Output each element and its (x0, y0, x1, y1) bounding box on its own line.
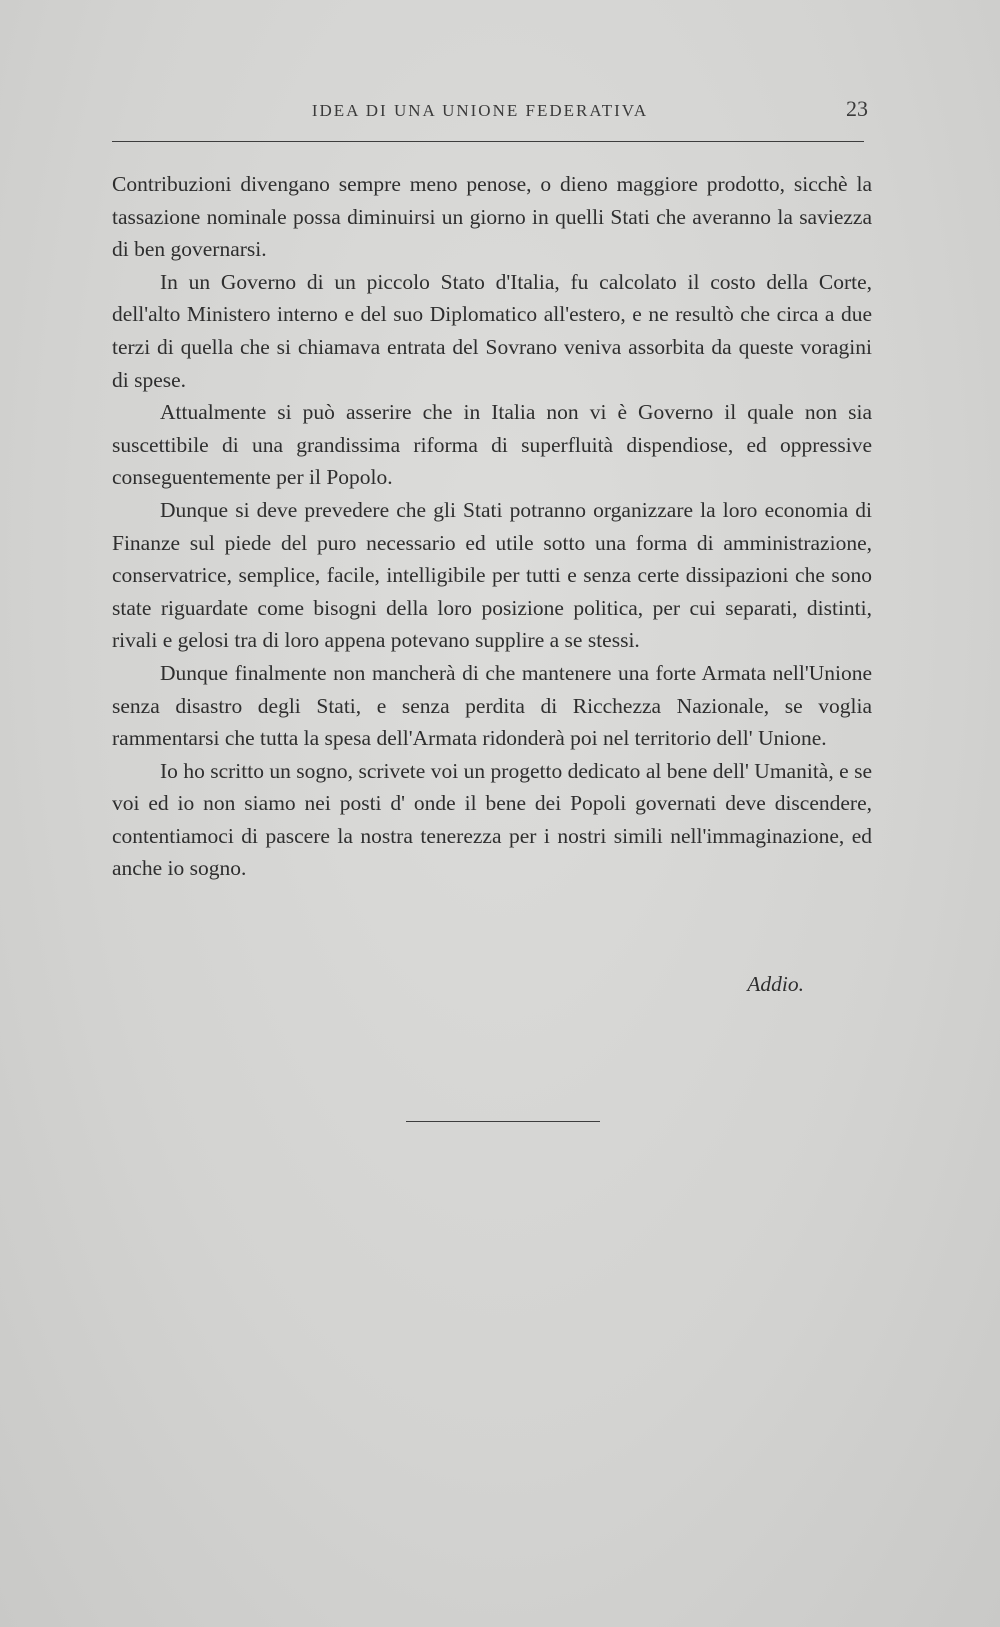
body-text (112, 168, 872, 885)
header-rule (112, 141, 864, 142)
signature: Addio. (747, 972, 804, 996)
closing-rule (406, 1121, 600, 1122)
paragraph-3: Attualmente si può asserire che in Italia non vi è Governo il quale non sia suscettibile di una grandissima riforma di superfluità dispendiose, ed oppressive conseguentemente per il Popolo. (112, 400, 872, 490)
paragraph-6: Io ho scritto un sogno, scrivete voi un progetto dedicato al bene dell' Umanità, e se voi ed io non siamo nei posti d' onde il bene dei Popoli governati deve discendere, contentiamoci di pascere la nostra tenerezza per i nostri simili nell'immaginazione, ed anche io sogno. (112, 758, 872, 881)
page-number: 23 (846, 96, 868, 121)
paragraph-1: Contribuzioni divengano sempre meno penose, o dieno maggiore prodotto, sicchè la tassazione nominale possa diminuirsi un giorno in quelli Stati che averanno la saviezza di ben governarsi. (112, 172, 872, 262)
paragraph-2: In un Governo di un piccolo Stato d'Italia, fu calcolato il costo della Corte, dell'alto Ministero interno e del suo Diplomatico all'estero, e ne resultò che circa a due terzi di quella che si chiamava entrata del Sovrano veniva assorbita da queste voragini di spese. (112, 269, 872, 392)
paragraph-5: Dunque finalmente non mancherà di che mantenere una forte Armata nell'Unione senza disastro degli Stati, e senza perdita di Ricchezza Nazionale, se voglia rammentarsi che tutta la spesa dell'Armata ridonderà poi nel territorio dell' Unione. (112, 660, 872, 751)
running-title: IDEA DI UNA UNIONE FEDERATIVA (311, 101, 649, 120)
paragraph-4: Dunque si deve prevedere che gli Stati potranno organizzare la loro economia di Finanze sul piede del puro necessario ed utile sotto una forma di amministrazione, conservatrice, semplice, facile, intelligibile per tutti e senza certe dissipazioni che sono state riguardate come bisogni della loro posizione politica, per cui separati, distinti, rivali e gelosi tra di loro appena potevano supplire a se stessi. (112, 497, 872, 653)
